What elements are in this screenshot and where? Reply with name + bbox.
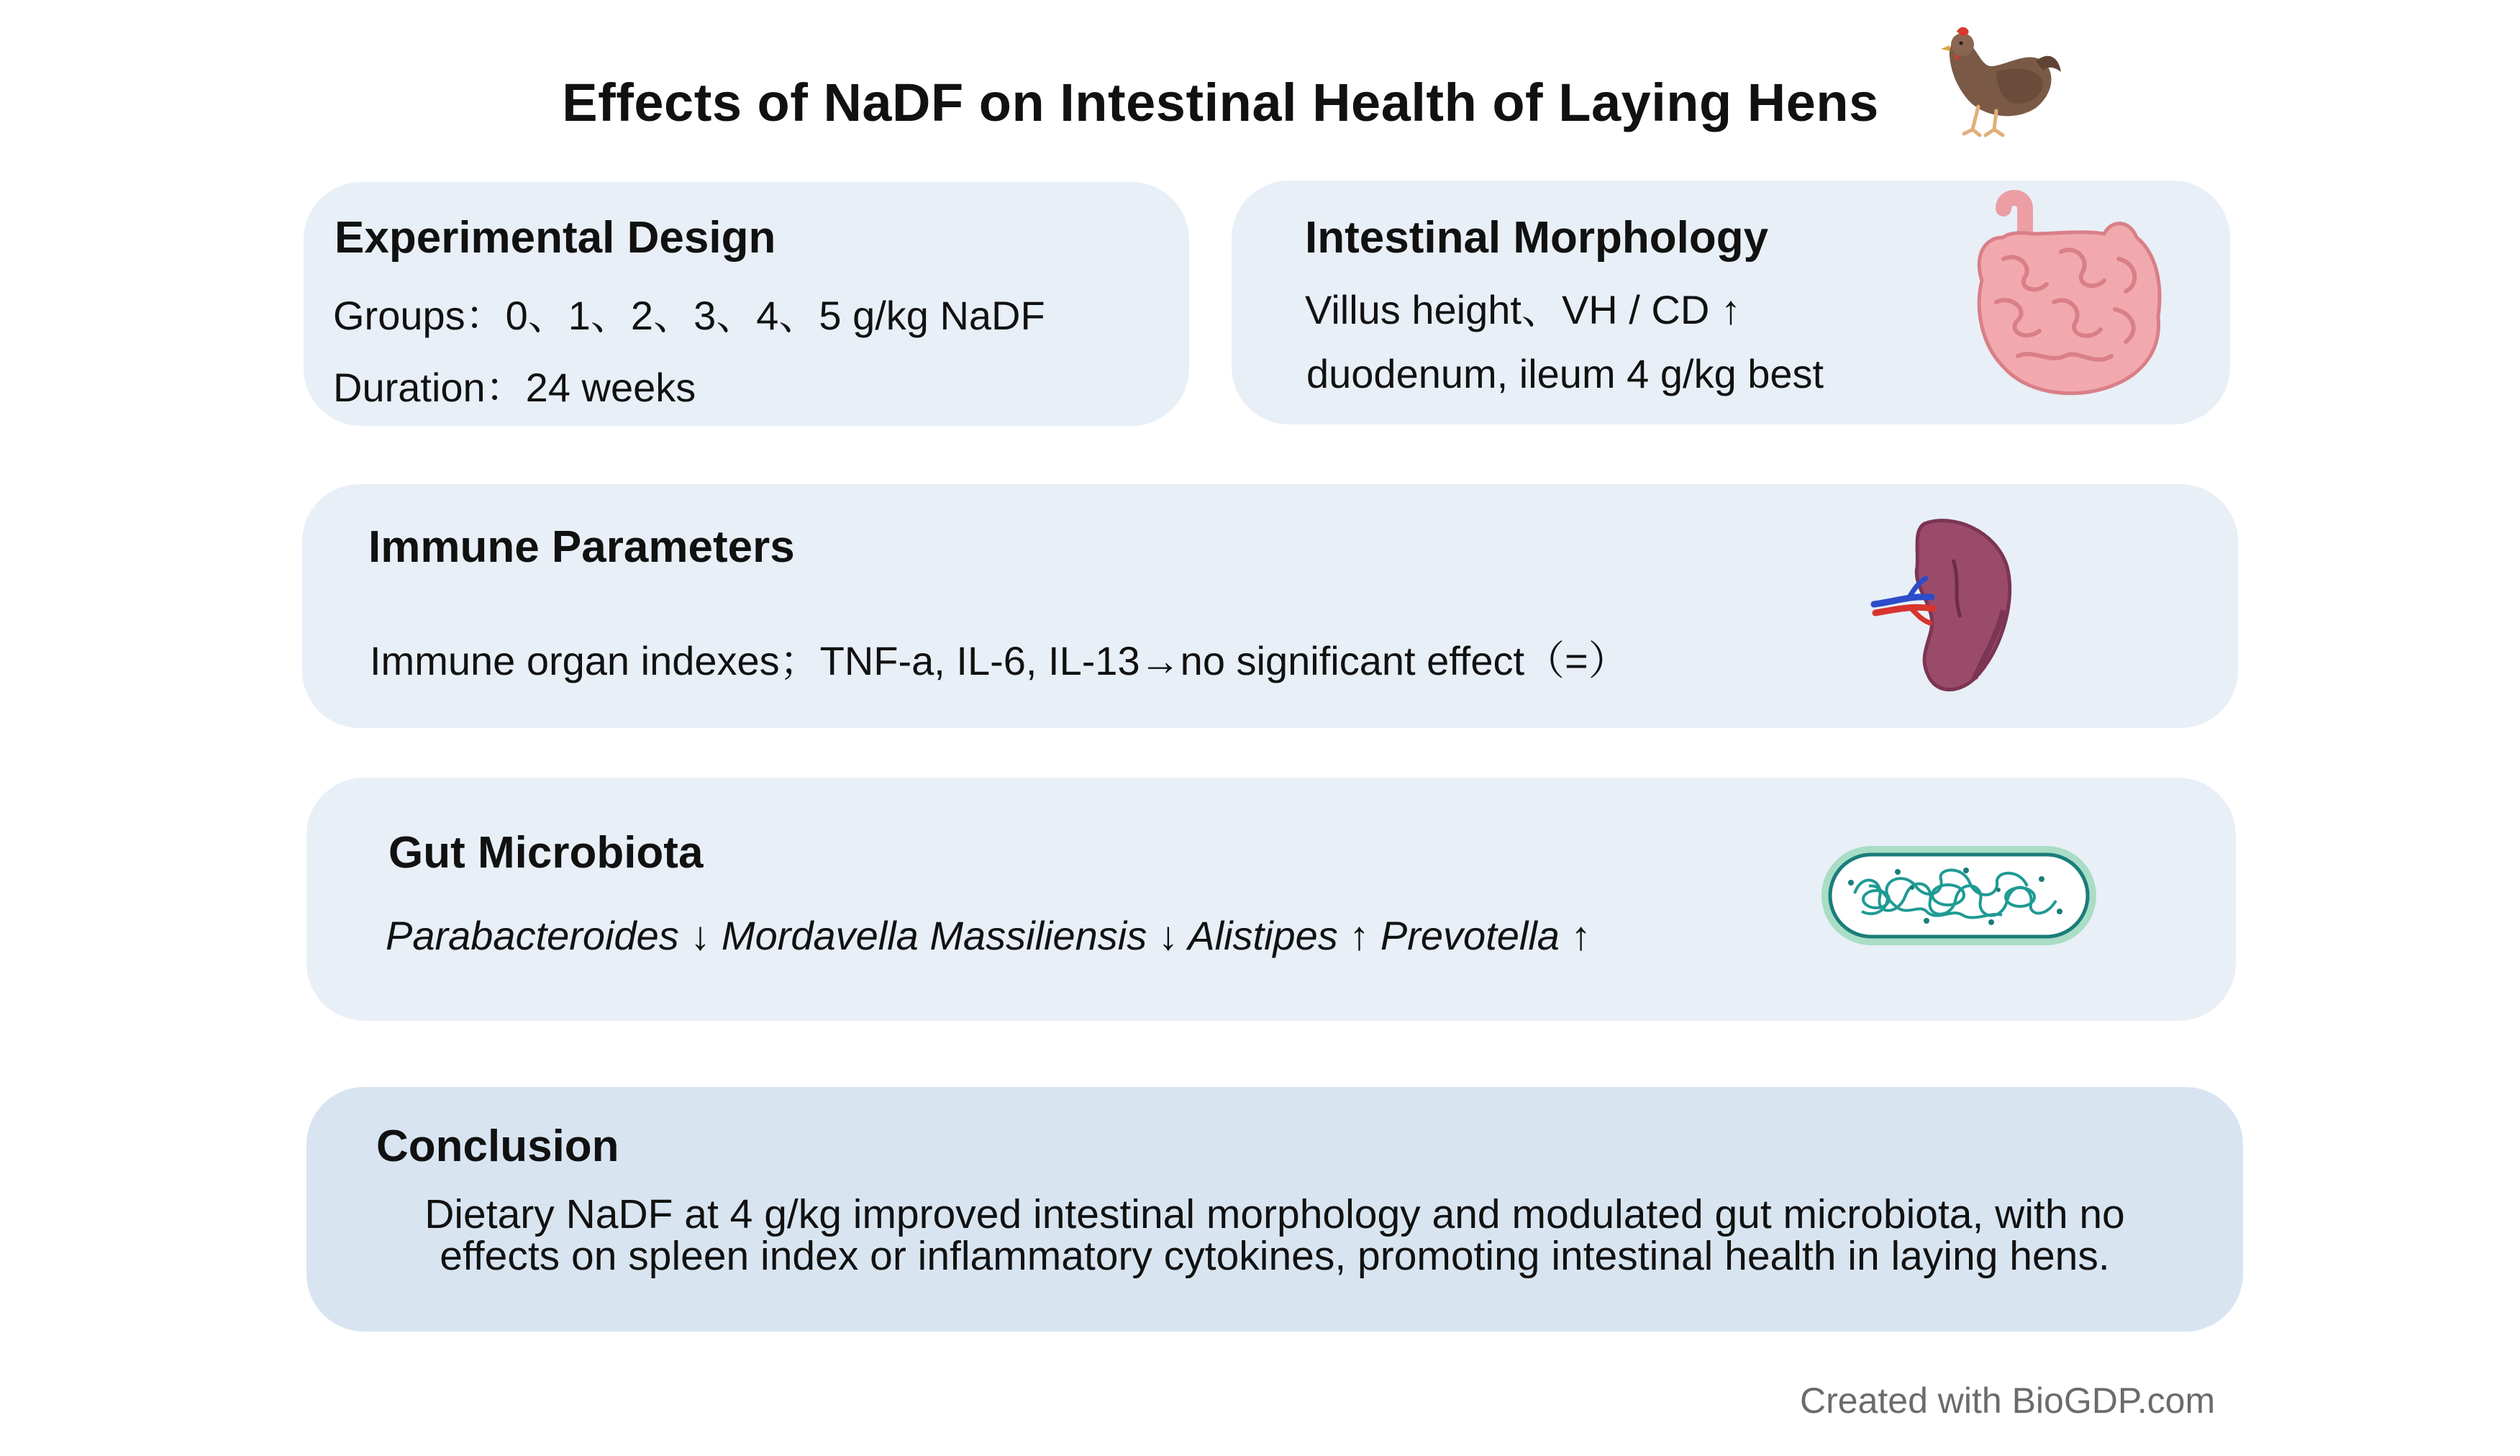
bacterium-icon — [1819, 843, 2099, 948]
intestinal-morphology-heading: Intestinal Morphology — [1305, 213, 1769, 263]
page-title: Effects of NaDF on Intestinal Health of Laying Hens — [562, 73, 1879, 132]
duration-text: Duration：24 weeks — [333, 365, 696, 410]
spleen-icon — [1874, 517, 2018, 696]
microbiota-changes-text: Parabacteroides ↓ Mordavella Massiliensis ↓ Alistipes ↑ Prevotella ↑ — [386, 913, 1591, 958]
conclusion-line-2: effects on spleen index or inflammatory cytokines, promoting intestinal health in laying hens. — [440, 1233, 2110, 1279]
immune-parameters-heading: Immune Parameters — [368, 522, 795, 572]
credit-text: Created with BioGDP.com — [1800, 1380, 2216, 1421]
immune-organ-text: Immune organ indexes；TNF-a, IL-6, IL-13→no significant effect（=） — [370, 638, 1629, 683]
groups-text: Groups：0、1、2、3、4、5 g/kg NaDF — [333, 293, 1045, 338]
conclusion-line-1: Dietary NaDF at 4 g/kg improved intestinal morphology and modulated gut microbiota, with no — [424, 1191, 2125, 1237]
gut-microbiota-heading: Gut Microbiota — [388, 828, 704, 878]
villus-height-text: Villus height、VH / CD ↑ — [1305, 287, 1741, 332]
experimental-design-heading: Experimental Design — [335, 213, 776, 263]
hen-icon — [1928, 22, 2065, 151]
duodenum-ileum-text: duodenum, ileum 4 g/kg best — [1306, 351, 1824, 396]
conclusion-heading: Conclusion — [376, 1121, 619, 1171]
intestine-icon — [1975, 194, 2165, 403]
